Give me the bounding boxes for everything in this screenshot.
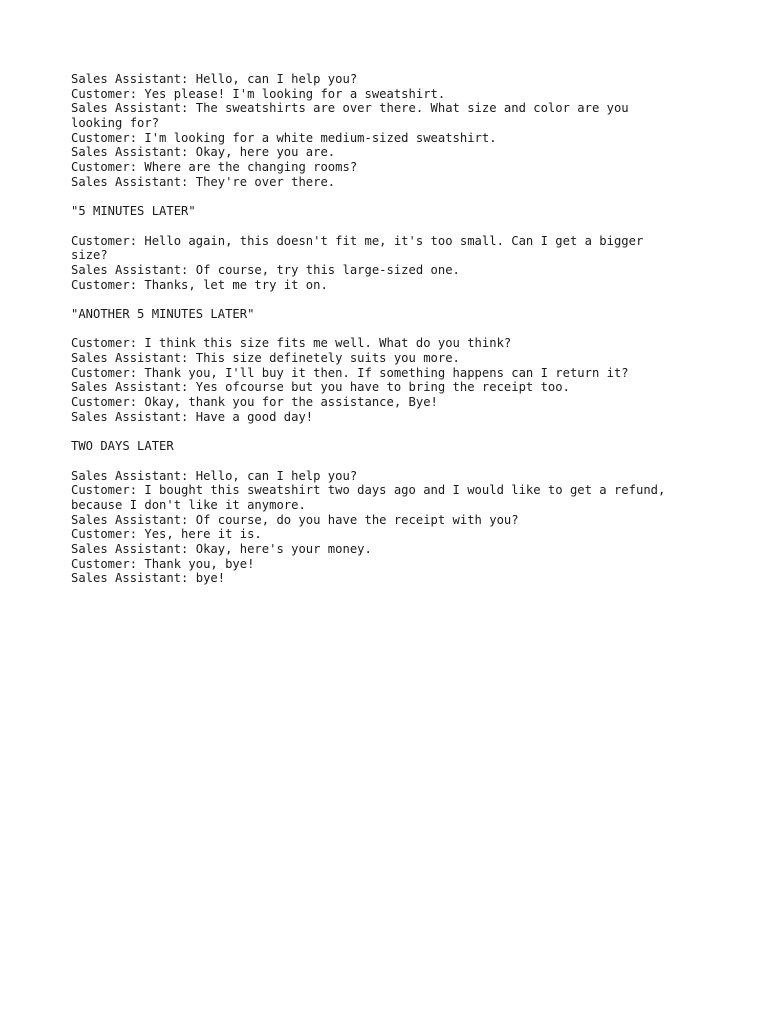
document-body (71, 72, 711, 586)
text-line: Customer: I'm looking for a white medium-sized sweatshirt. (71, 130, 497, 145)
dialogue-block-4 (71, 469, 711, 587)
text-line: looking for? (71, 116, 160, 131)
text-line: Customer: Thank you, I'll buy it then. If something happens can I return it? (71, 365, 629, 380)
paragraph-gap (71, 219, 711, 234)
paragraph-gap (71, 190, 711, 205)
paragraph-gap (71, 292, 711, 307)
text-line: Sales Assistant: Okay, here you are. (71, 145, 336, 160)
text-line: Sales Assistant: Yes ofcourse but you have to bring the receipt too. (71, 380, 570, 395)
text-line: Customer: Yes please! I'm looking for a sweatshirt. (71, 86, 446, 101)
paragraph-gap (71, 322, 711, 337)
text-line: size? (71, 248, 108, 263)
dialogue-block-1 (71, 72, 711, 190)
text-line: Sales Assistant: bye! (71, 571, 226, 586)
dialogue-block-3 (71, 336, 711, 424)
text-line: because I don't like it anymore. (71, 497, 306, 512)
text-line: Customer: Hello again, this doesn't fit me, it's too small. Can I get a bigger (71, 233, 644, 248)
scene-heading: TWO DAYS LATER (71, 439, 174, 454)
text-line: Sales Assistant: Of course, do you have the receipt with you? (71, 512, 519, 527)
dialogue-block-2 (71, 234, 711, 293)
scene-heading-block (71, 204, 711, 219)
text-line: Customer: Okay, thank you for the assistance, Bye! (71, 395, 438, 410)
text-line: Sales Assistant: Hello, can I help you? (71, 72, 358, 86)
scene-heading: "ANOTHER 5 MINUTES LATER" (71, 307, 255, 321)
scene-heading-block (71, 439, 711, 454)
text-line: Customer: Yes, here it is. (71, 527, 262, 542)
text-line: Sales Assistant: This size definetely suits you more. (71, 351, 460, 366)
scene-heading-block (71, 307, 711, 322)
paragraph-gap (71, 454, 711, 469)
text-line: Customer: Thank you, bye! (71, 556, 255, 571)
scene-heading: "5 MINUTES LATER" (71, 204, 196, 219)
text-line: Customer: I bought this sweatshirt two days ago and I would like to get a refund, (71, 483, 666, 498)
text-line: Sales Assistant: Hello, can I help you? (71, 468, 358, 483)
text-line: Sales Assistant: Of course, try this large-sized one. (71, 262, 460, 277)
text-line: Sales Assistant: They're over there. (71, 174, 336, 189)
paragraph-gap (71, 425, 711, 440)
text-line: Customer: Where are the changing rooms? (71, 160, 358, 175)
text-line: Customer: I think this size fits me well. What do you think? (71, 336, 512, 351)
text-line: Sales Assistant: The sweatshirts are over there. What size and color are you (71, 101, 629, 116)
text-line: Sales Assistant: Have a good day! (71, 409, 314, 424)
text-line: Sales Assistant: Okay, here's your money. (71, 542, 372, 556)
text-line: Customer: Thanks, let me try it on. (71, 277, 328, 292)
